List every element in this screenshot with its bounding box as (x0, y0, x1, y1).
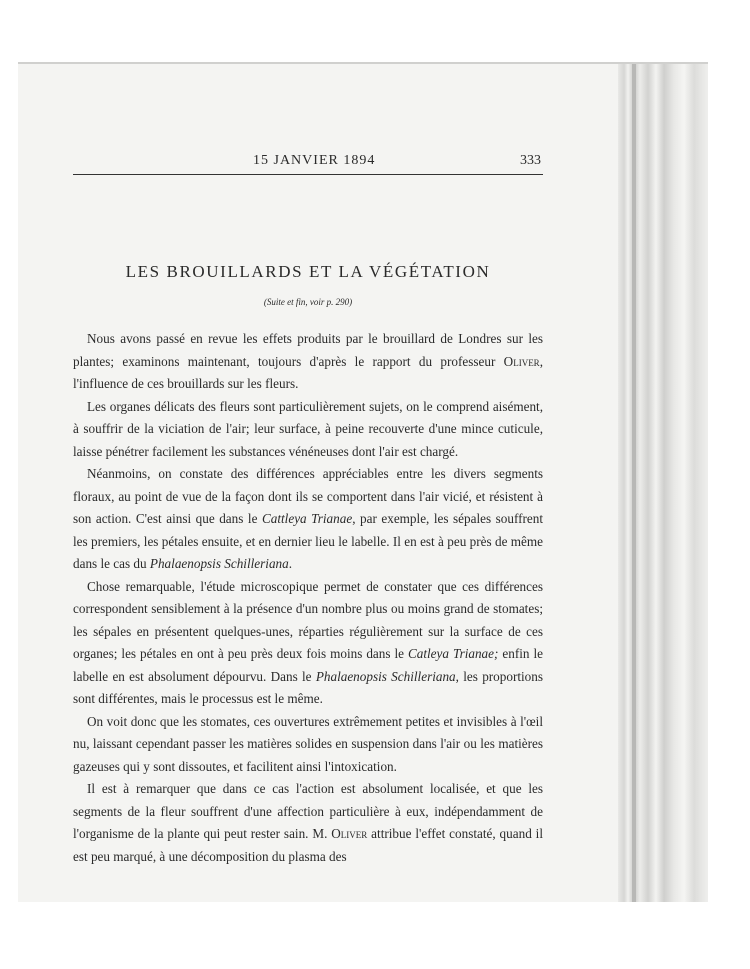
article-title: LES BROUILLARDS ET LA VÉGÉTATION (125, 262, 491, 281)
paragraph-5: On voit donc que les stomates, ces ouvertures extrêmement petites et invisibles à l'œil nu, laissant cependant passer les matières solides en suspension dans l'air ou les matières gazeuses qui y sont dissoutes, et facilitent ainsi l'intoxication. (73, 713, 543, 774)
p3-text-c: . (288, 556, 293, 571)
paragraph-2: Les organes délicats des fleurs sont particulièrement sujets, on le comprend aisément, à souffrir de la viciation de l'air; leur surface, à peine recouverte d'une mince cuticule, laisse pénétrer facilement les substances vénéneuses dont l'air est chargé. (73, 398, 543, 459)
header-date: 15 JANVIER 1894 (253, 153, 376, 168)
page-number: 333 (520, 153, 541, 168)
p6-text-a: Il est à remarquer que dans ce cas l'action est absolument localisée, et que les segments de la fleur souffrent d'une affection particulière à eux, indépendamment de l'organisme de la plante qui peut rester sain. M. (73, 781, 543, 841)
author-name: Oliver (503, 353, 540, 369)
p1-text-a: Nous avons passé en revue les effets produits par le brouillard de Londres sur les plantes; examinons maintenant, toujours d'après le rapport du professeur (73, 331, 543, 369)
paragraph-4 (73, 576, 543, 711)
p3-text-b: , par exemple, les sépales souffrent les premiers, les pétales ensuite, et en dernier lieu le labelle. Il en est à peu près de même dans le cas du (73, 511, 544, 571)
p4-text-a: Chose remarquable, l'étude microscopique permet de constater que ces différences correspondent sensiblement à la présence d'un nombre plus ou moins grand de stomates; les sépales en présentent quelques-unes, réparties régulièrement sur la surface de ces organes; les pétales en ont à peu près deux fois moins dans le (73, 578, 543, 661)
paragraph-6 (73, 778, 543, 868)
p3-text-a: Néanmoins, on constate des différences appréciables entre les divers segments floraux, au point de vue de la façon dont ils se comportent dans l'air vicié, et résistent à son action. C'est ainsi que dans le (73, 466, 543, 526)
p4-text-c: , les proportions sont différentes, mais le processus est le même. (73, 668, 543, 706)
continuation-note: (Suite et fin, voir p. 290) (263, 297, 353, 307)
running-header (73, 146, 543, 175)
species-name: Phalaenopsis Schilleriana (149, 556, 289, 571)
species-name: Catleya Trianae; (407, 646, 499, 661)
p6-text-b: attribue l'effet constaté, quand il est peu marqué, à une décomposition du plasma des (73, 826, 543, 864)
article-body (73, 328, 543, 868)
paragraph-3 (73, 463, 543, 576)
species-name: Phalaenopsis Schilleriana (315, 668, 456, 684)
page-edge-shadow (632, 62, 636, 902)
p4-text-b: enfin le labelle en est absolument dépourvu. Dans le (73, 646, 543, 684)
paragraph-1 (73, 328, 543, 396)
p1-text-b: , l'influence de ces brouillards sur les fleurs. (73, 353, 543, 391)
author-name: Oliver (331, 826, 368, 841)
scan-top-border (18, 62, 708, 64)
species-name: Cattleya Trianae (261, 511, 353, 526)
